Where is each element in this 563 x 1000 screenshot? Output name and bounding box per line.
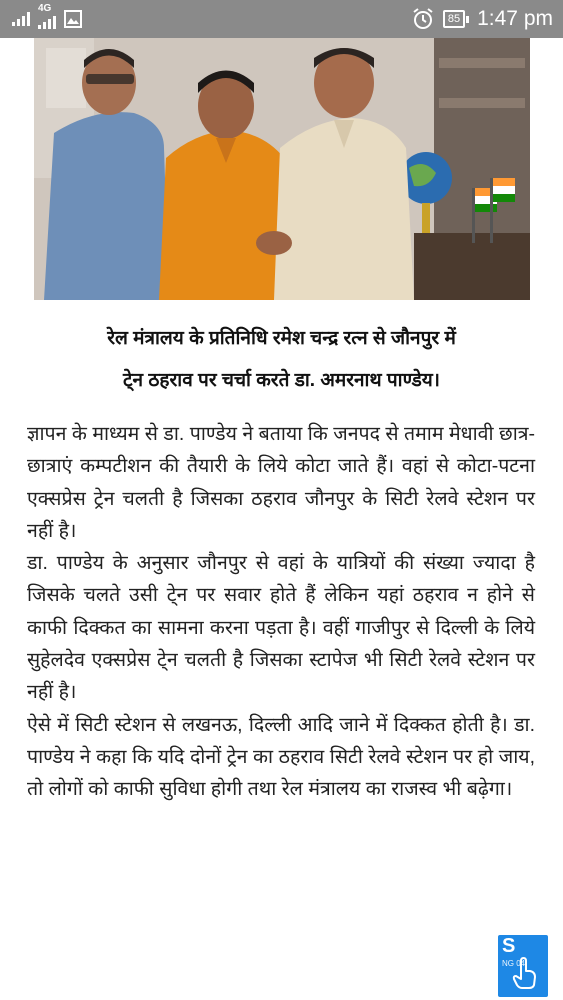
status-right <box>411 7 553 31</box>
tap-hand-icon <box>512 957 538 989</box>
floating-button-letter: S <box>502 935 516 957</box>
status-left <box>12 3 82 29</box>
alarm-icon <box>411 7 435 31</box>
status-bar <box>0 0 563 38</box>
article-paragraph: ऐसे में सिटी स्टेशन से लखनऊ, दिल्ली आदि जाने में दिक्कत होती है। डा. पाण्डेय ने कहा कि यदि दोनों ट्रेन का ठहराव सिटी रेलवे स्टेशन पर हो जाय, तो लोगों को काफी सुविधा होगी तथा रेल मंत्रालय का राजस्व भी बढ़ेगा। <box>27 713 535 801</box>
article-body <box>27 418 535 806</box>
floating-assist-button[interactable] <box>498 935 548 997</box>
signal-icon <box>12 12 30 26</box>
battery-level: 85 <box>447 13 461 25</box>
caption-line: टे्न ठहराव पर चर्चा करते डा. अमरनाथ पाण्डेय। <box>122 370 440 391</box>
article-paragraph: डा. पाण्डेय के अनुसार जौनपुर से वहां के यात्रियों की संख्या ज्यादा है जिसके चलते उसी टे्न पर सवार होते हैं लेकिन यहां ठहराव न होने से काफी दिक्कत का सामना करना पड़ता है। वहीं गाजीपुर से दिल्ली के लिये सुहेलदेव एक्सप्रेस टे्न चलती है जिसका स्टापेज भी सिटी रेलवे स्टेशन पर नहीं है। <box>27 552 535 704</box>
image-icon <box>64 10 82 28</box>
caption-line: रेल मंत्रालय के प्रतिनिधि रमेश चन्द्र रत्न से जौनपुर में <box>107 328 456 349</box>
photo-caption <box>20 318 543 402</box>
status-time: 1:47 pm <box>477 7 553 30</box>
photo-image <box>34 38 530 300</box>
network-4g-icon <box>38 3 56 29</box>
article-photo <box>34 38 530 300</box>
article-paragraph: ज्ञापन के माध्यम से डा. पाण्डेय ने बताया कि जनपद से तमाम मेधावी छात्र-छात्राएं कम्पटीशन की तैयारी के लिये कोटा जाते हैं। वहां से कोटा-पटना एक्सप्रेस ट्रेन चलती है जिसका ठहराव जौनपुर के सिटी रेलवे स्टेशन पर नहीं है। <box>27 423 535 542</box>
network-type: 4G <box>38 3 52 14</box>
floating-button-subtext: NG 04 <box>502 959 526 968</box>
battery-icon <box>443 10 469 28</box>
